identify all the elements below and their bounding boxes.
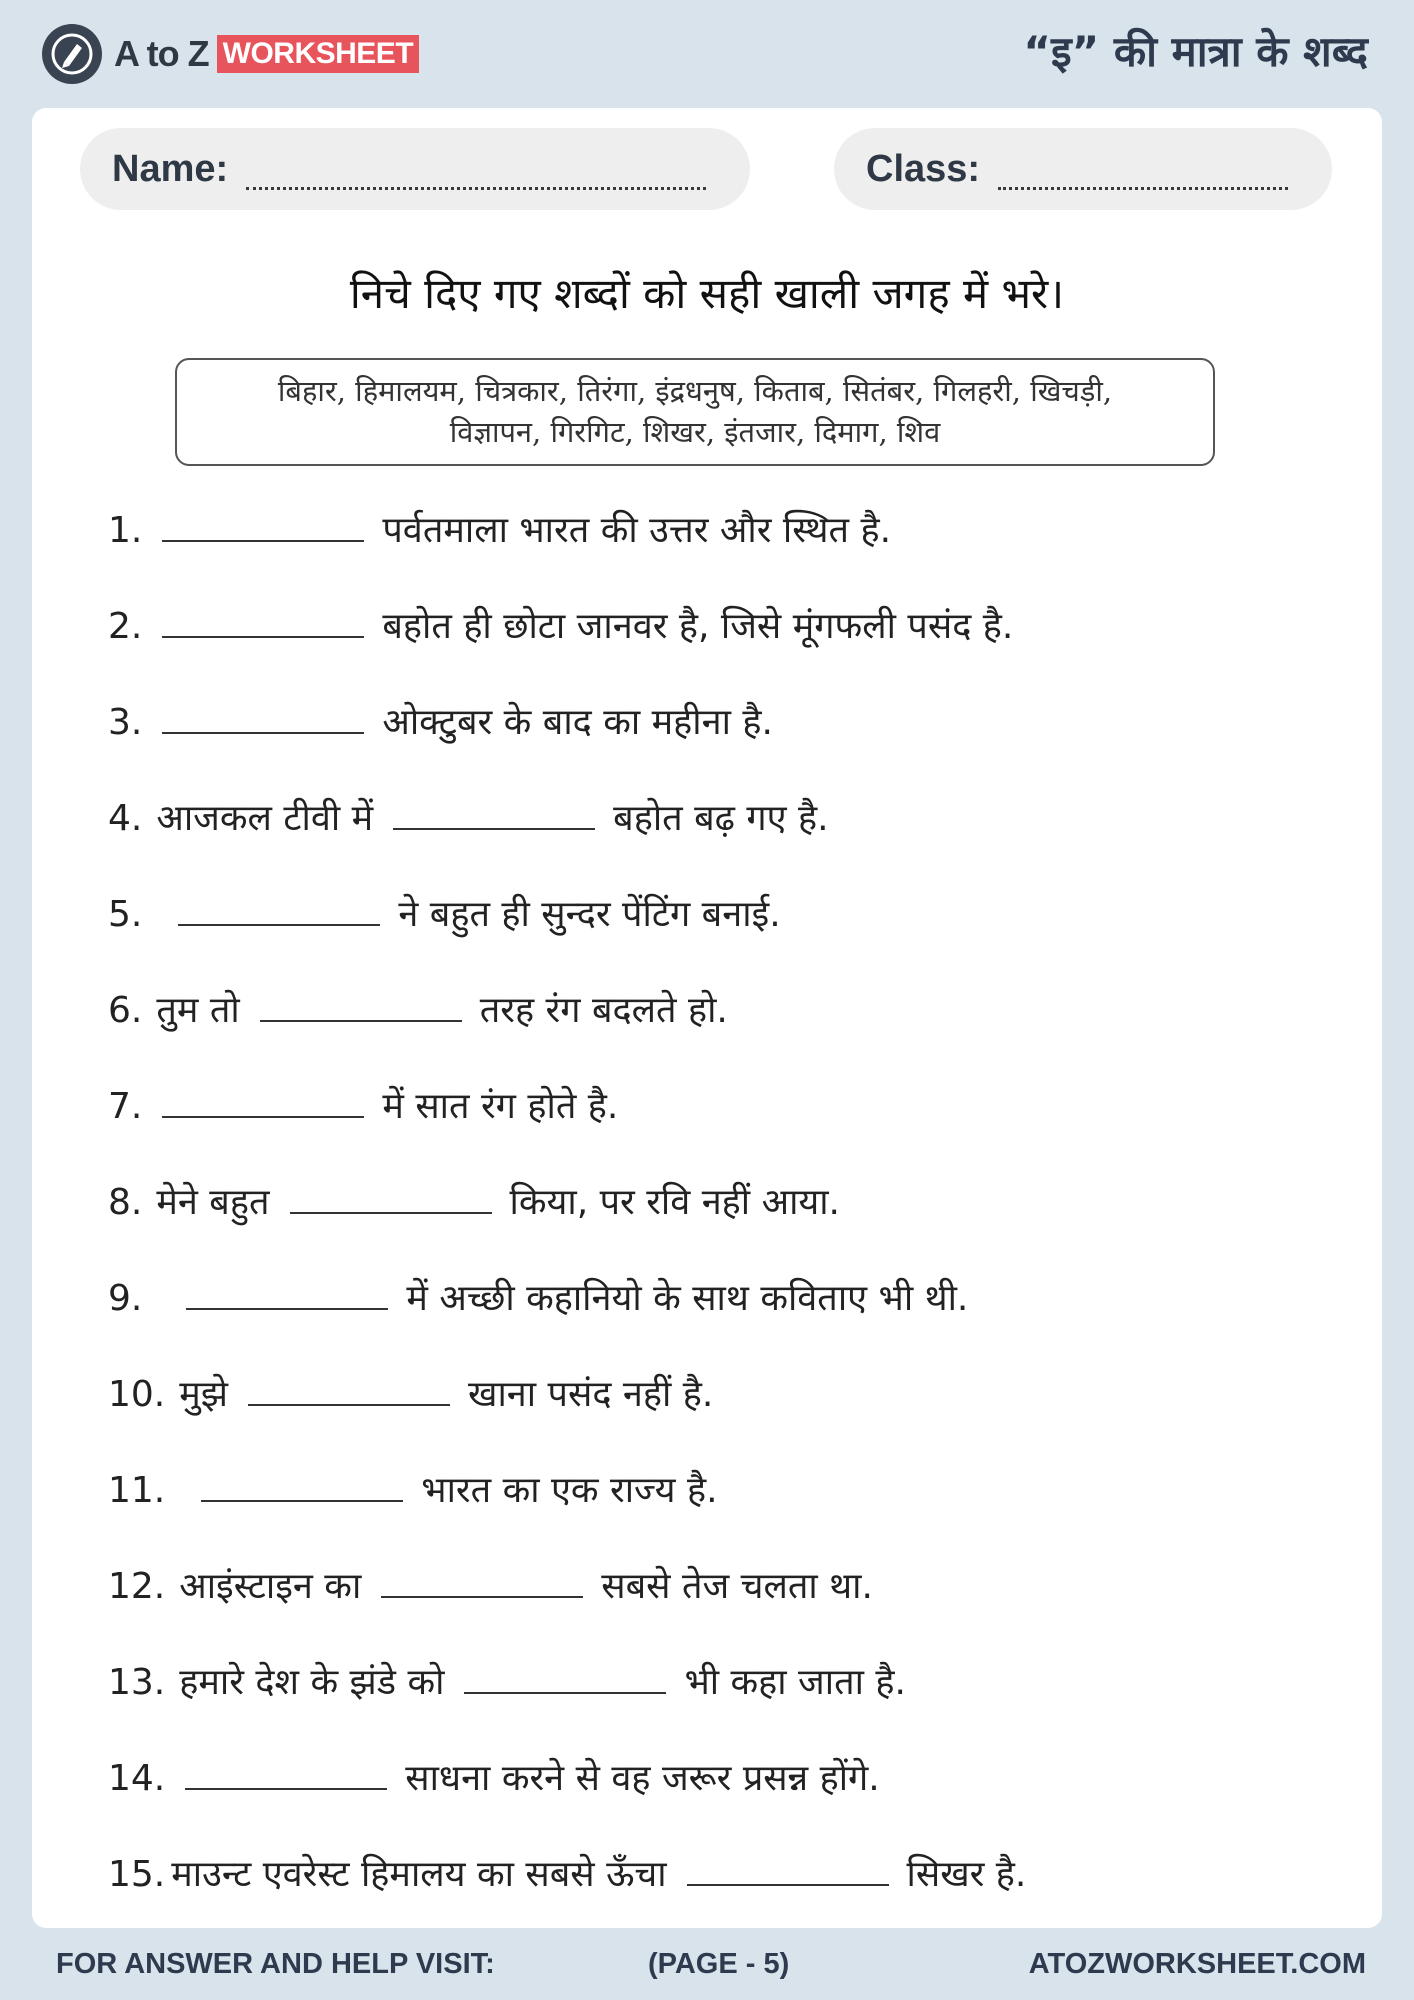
- question-item: [108, 696, 773, 745]
- question-text: मुझे: [179, 1374, 229, 1415]
- logo-badge: WORKSHEET: [217, 35, 420, 73]
- question-item: [108, 1464, 718, 1513]
- word-bank: [175, 358, 1215, 466]
- question-item: [108, 888, 781, 937]
- question-number: 14.: [108, 1758, 166, 1799]
- question-text: भी कहा जाता है.: [684, 1662, 906, 1703]
- question-number: 3.: [108, 702, 143, 743]
- question-text: भारत का एक राज्य है.: [421, 1470, 718, 1511]
- name-line[interactable]: [246, 165, 706, 190]
- word-bank-line: विज्ञापन, गिरगिट, शिखर, इंतजार, दिमाग, शिव: [449, 415, 941, 449]
- question-text: ने बहुत ही सुन्दर पेंटिंग बनाई.: [398, 894, 781, 935]
- question-text: सबसे तेज चलता था.: [601, 1566, 873, 1607]
- question-text: साधना करने से वह जरूर प्रसन्न होंगे.: [405, 1758, 880, 1799]
- question-text: सिखर है.: [906, 1854, 1027, 1895]
- question-number: 10.: [108, 1374, 166, 1415]
- question-number: 6.: [108, 990, 143, 1031]
- question-text: तरह रंग बदलते हो.: [479, 990, 728, 1031]
- answer-blank[interactable]: [162, 1096, 364, 1118]
- question-text: माउन्ट एवरेस्ट हिमालय का सबसे ऊँचा: [171, 1854, 667, 1895]
- question-item: [108, 792, 829, 841]
- logo-text: A to Z: [114, 33, 209, 74]
- question-number: 2.: [108, 606, 143, 647]
- question-text: में अच्छी कहानियो के साथ कविताए भी थी.: [406, 1278, 969, 1319]
- question-item: [108, 504, 891, 553]
- answer-blank[interactable]: [162, 616, 364, 638]
- question-text: ओक्टुबर के बाद का महीना है.: [382, 702, 773, 743]
- question-text: आइंस्टाइन का: [179, 1566, 362, 1607]
- question-number: 5.: [108, 894, 143, 935]
- question-item: [108, 984, 728, 1033]
- answer-blank[interactable]: [185, 1768, 387, 1790]
- website-link[interactable]: ATOZWORKSHEET.COM: [1028, 1948, 1366, 1980]
- word-bank-line: बिहार, हिमालयम, चित्रकार, तिरंगा, इंद्रधनुष, किताब, सितंबर, गिलहरी, खिचड़ी,: [277, 373, 1113, 408]
- question-number: 9.: [108, 1278, 143, 1319]
- name-field[interactable]: [80, 128, 750, 210]
- question-text: पर्वतमाला भारत की उत्तर और स्थित है.: [382, 510, 892, 551]
- footer-help-text: FOR ANSWER AND HELP VISIT:: [56, 1948, 495, 1980]
- pencil-icon: [42, 24, 102, 84]
- question-item: [108, 1080, 618, 1129]
- question-item: [108, 1752, 880, 1801]
- answer-blank[interactable]: [464, 1672, 666, 1694]
- question-number: 12.: [108, 1566, 166, 1607]
- question-text: में सात रंग होते है.: [382, 1086, 619, 1127]
- question-item: [108, 600, 1013, 649]
- page-title: “इ” की मात्रा के शब्द: [1023, 27, 1368, 76]
- answer-blank[interactable]: [381, 1576, 583, 1598]
- answer-blank[interactable]: [260, 1000, 462, 1022]
- instruction-text: निचे दिए गए शब्दों को सही खाली जगह में भरे।: [349, 269, 1065, 318]
- answer-blank[interactable]: [162, 712, 364, 734]
- name-label: Name:: [112, 147, 229, 190]
- site-logo[interactable]: [42, 24, 419, 84]
- question-number: 1.: [108, 510, 143, 551]
- question-text: बहोत बढ़ गए है.: [613, 798, 829, 839]
- question-text: बहोत ही छोटा जानवर है, जिसे मूंगफली पसंद है.: [382, 606, 1014, 647]
- question-number: 15.: [108, 1854, 166, 1895]
- question-text: तुम तो: [156, 990, 240, 1031]
- answer-blank[interactable]: [687, 1864, 889, 1886]
- answer-blank[interactable]: [186, 1288, 388, 1310]
- answer-blank[interactable]: [201, 1480, 403, 1502]
- question-number: 7.: [108, 1086, 143, 1127]
- class-field[interactable]: [834, 128, 1332, 210]
- question-text: हमारे देश के झंडे को: [179, 1662, 445, 1703]
- question-number: 8.: [108, 1182, 143, 1223]
- question-number: 11.: [108, 1470, 166, 1511]
- question-text: आजकल टीवी में: [156, 798, 374, 839]
- question-item: [108, 1272, 968, 1321]
- footer-bar: [0, 1928, 1414, 2000]
- class-label: Class:: [866, 147, 981, 190]
- answer-blank[interactable]: [248, 1384, 450, 1406]
- question-item: [108, 1656, 906, 1705]
- question-item: [108, 1560, 873, 1609]
- question-item: [108, 1368, 713, 1417]
- question-item: [108, 1848, 1026, 1897]
- answer-blank[interactable]: [290, 1192, 492, 1214]
- header-bar: [0, 0, 1414, 108]
- question-text: मेने बहुत: [156, 1182, 270, 1223]
- class-line[interactable]: [998, 165, 1288, 190]
- answer-blank[interactable]: [178, 904, 380, 926]
- question-number: 13.: [108, 1662, 166, 1703]
- answer-blank[interactable]: [162, 520, 364, 542]
- worksheet-card: [32, 108, 1382, 1928]
- page-number: (PAGE - 5): [648, 1948, 790, 1980]
- question-text: किया, पर रवि नहीं आया.: [509, 1182, 841, 1223]
- question-number: 4.: [108, 798, 143, 839]
- question-text: खाना पसंद नहीं है.: [468, 1374, 714, 1415]
- question-item: [108, 1176, 840, 1225]
- answer-blank[interactable]: [393, 808, 595, 830]
